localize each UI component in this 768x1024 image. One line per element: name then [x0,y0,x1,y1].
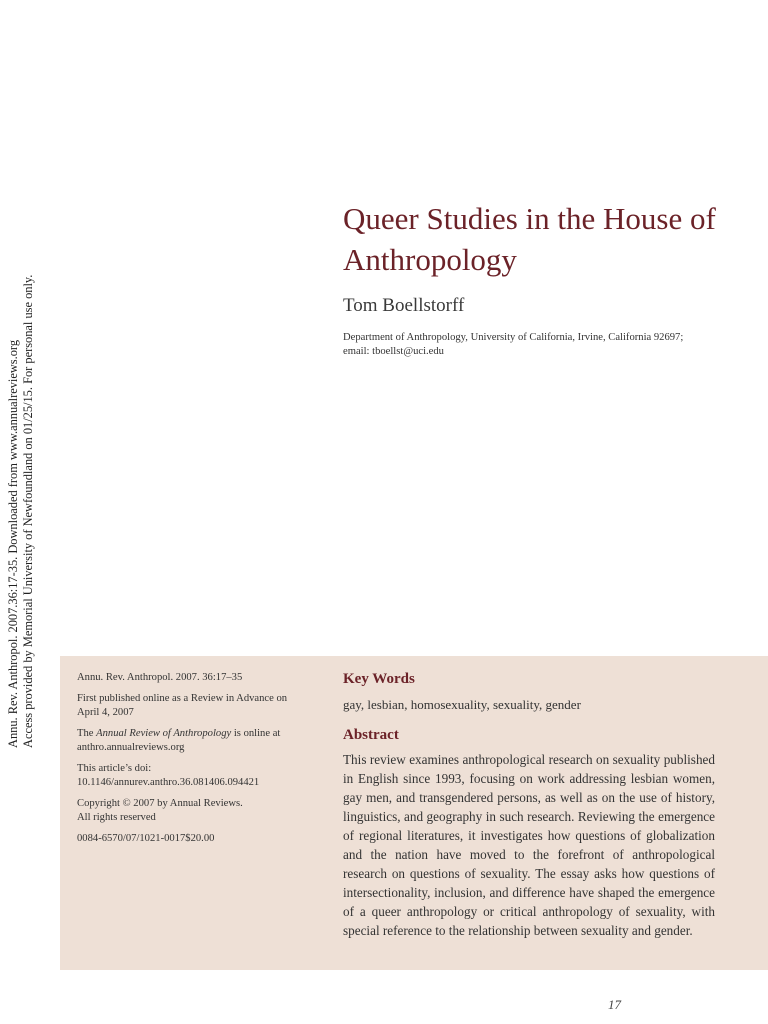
doi-label: This article’s doi: [77,763,152,774]
page-number: 17 [608,997,621,1012]
issn: 0084-6570/07/1021-0017$20.00 [77,833,215,844]
journal-online-note [77,727,297,755]
journal-name: Annual Review of Anthropology [96,728,232,739]
citation: Annu. Rev. Anthropol. 2007. 36:17–35 [77,672,243,683]
author-affiliation [343,331,743,359]
publication-meta [77,671,297,853]
abstract-body: This review examines anthropological research on sexuality published in English since 1993, focusing on work addressing lesbian women, gay men, and transgendered persons, as well as on the use of history, linguistics, and geography in such research. Reviewing the emergence of regional literatures, it investigates how questions of globalization and the nation have moved to the forefront of anthropological research on questions of sexuality. The essay asks how questions of intersectionality, inclusion, and difference have shaped the emergence of a queer anthropology or critical anthropology of sexuality, with special reference to the relationship between sexuality and gender. [343,752,715,938]
access-notice-text [6,275,36,748]
email-line: email: tboellst@uci.edu [343,346,444,357]
keywords-list: gay, lesbian, homosexuality, sexuality, gender [343,697,581,712]
doi: 10.1146/annurev.anthro.36.081406.094421 [77,777,260,788]
rights: All rights reserved [77,812,156,823]
access-notice-line: Access provided by Memorial University of Newfoundland on 01/25/15. For personal use only. [21,274,35,748]
affiliation-line: Department of Anthropology, University of California, Irvine, California 92697; [343,332,684,343]
article-title: Queer Studies in the House of Anthropology [343,201,716,277]
copyright: Copyright © 2007 by Annual Reviews. [77,798,243,809]
online-prefix: The [77,728,94,739]
abstract-heading: Abstract [343,727,399,743]
doi-block [77,762,297,790]
access-notice [0,0,60,760]
copyright-block [77,797,297,825]
keywords-heading: Key Words [343,671,415,687]
author-name: Tom Boellstorff [343,295,465,316]
download-notice-line: Annu. Rev. Anthropol. 2007.36:17-35. Downloaded from www.annualreviews.org [6,339,20,748]
first-published: First published online as a Review in Advance on April 4, 2007 [77,693,288,718]
online-suffix: is online at anthro.annualreviews.org [77,728,281,753]
